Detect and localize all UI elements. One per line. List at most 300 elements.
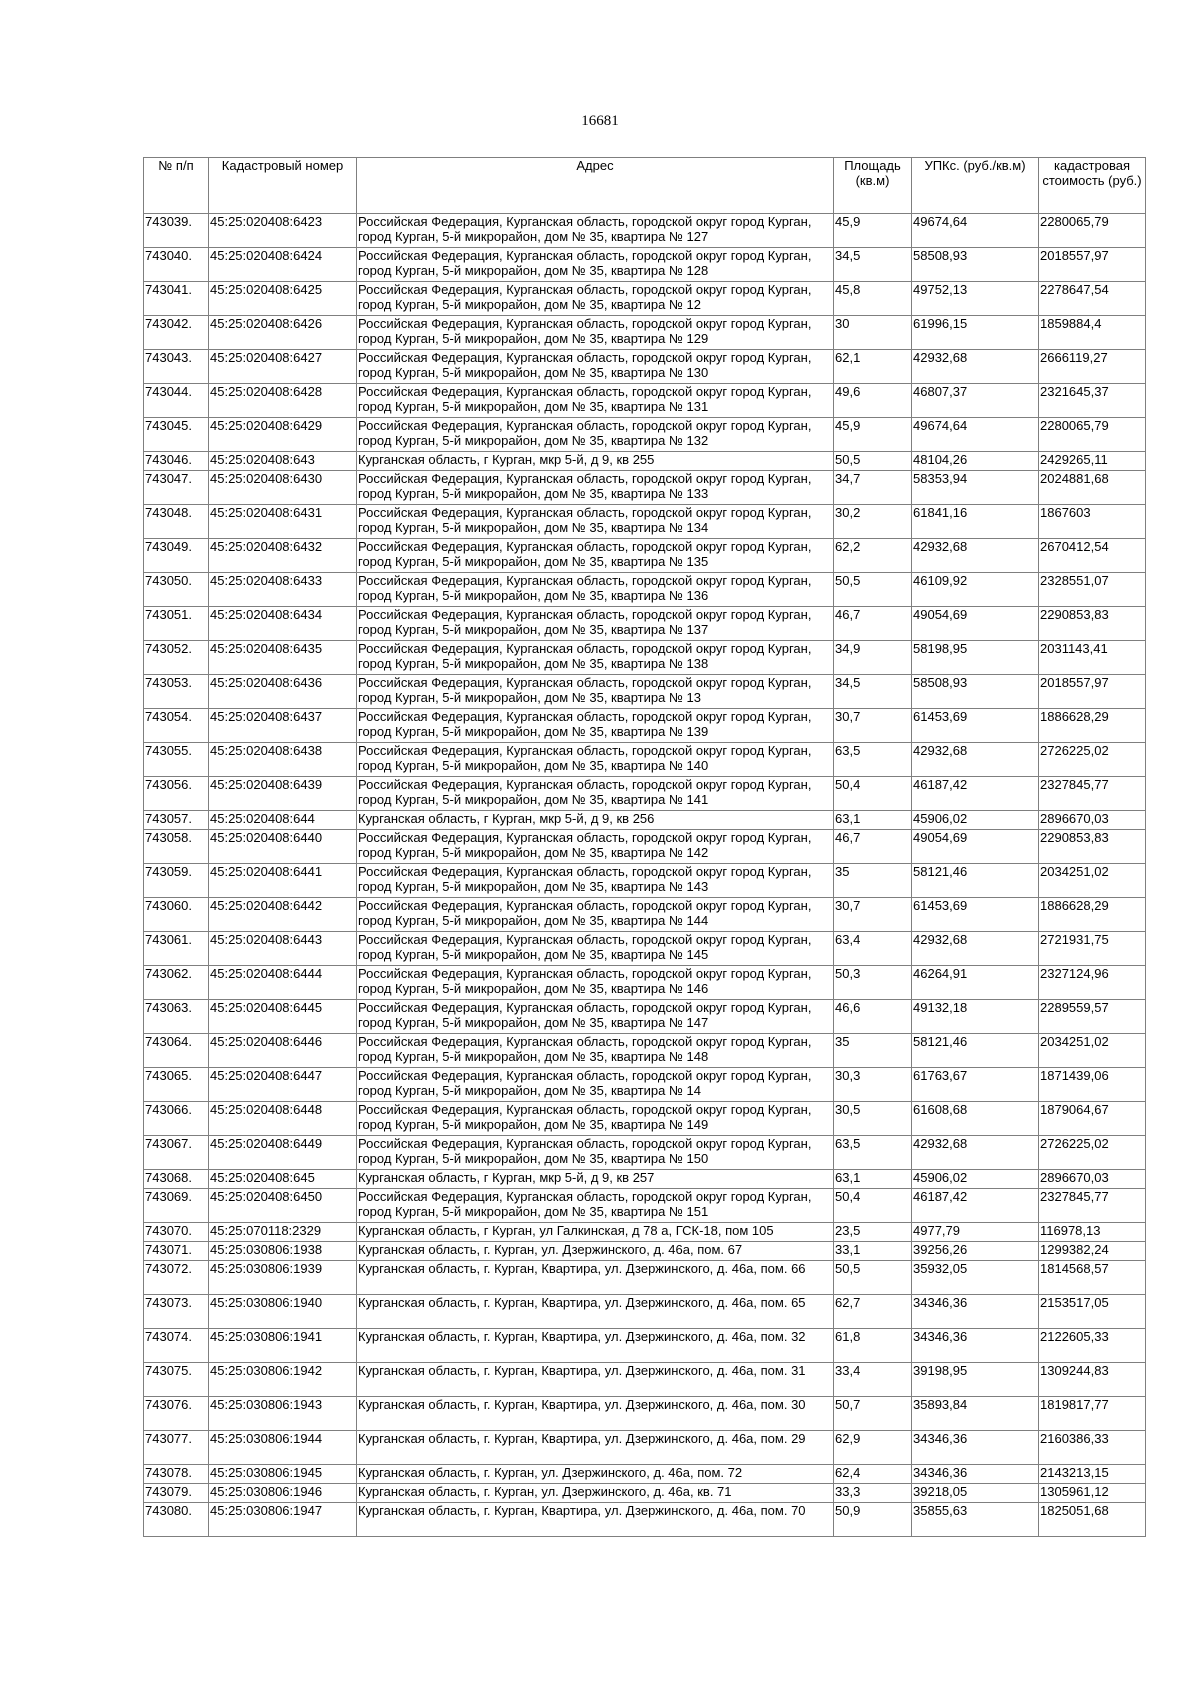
table-row [144, 573, 1146, 607]
table-row [144, 1136, 1146, 1170]
cadastral-table [143, 157, 1146, 1537]
cell-cadastral-cost: 2896670,03 [1039, 1170, 1146, 1189]
cell-cadastral-number: 45:25:020408:6431 [209, 505, 357, 539]
cell-address: Российская Федерация, Курганская область, городской округ город Курган, город Курган, 5-й микрорайон, дом № 35, квартира № 137 [357, 607, 834, 641]
cell-upks: 42932,68 [912, 743, 1039, 777]
cell-cadastral-cost: 2153517,05 [1039, 1295, 1146, 1329]
cell-upks: 49132,18 [912, 1000, 1039, 1034]
cell-cadastral-number: 45:25:020408:644 [209, 811, 357, 830]
cell-cadastral-cost: 2122605,33 [1039, 1329, 1146, 1363]
cell-cadastral-number: 45:25:020408:6429 [209, 418, 357, 452]
cell-area: 50,5 [834, 573, 912, 607]
cell-upks: 49752,13 [912, 282, 1039, 316]
cell-address: Российская Федерация, Курганская область, городской округ город Курган, город Курган, 5-й микрорайон, дом № 35, квартира № 12 [357, 282, 834, 316]
cell-upks: 4977,79 [912, 1223, 1039, 1242]
cell-address: Курганская область, г Курган, мкр 5-й, д 9, кв 256 [357, 811, 834, 830]
cell-cadastral-number: 45:25:020408:643 [209, 452, 357, 471]
cell-address: Российская Федерация, Курганская область, городской округ город Курган, город Курган, 5-й микрорайон, дом № 35, квартира № 127 [357, 214, 834, 248]
cell-cadastral-number: 45:25:020408:6426 [209, 316, 357, 350]
cell-upks: 61453,69 [912, 709, 1039, 743]
cell-row-number: 743062. [144, 966, 209, 1000]
cell-row-number: 743061. [144, 932, 209, 966]
cell-cadastral-cost: 1305961,12 [1039, 1484, 1146, 1503]
cell-area: 63,5 [834, 1136, 912, 1170]
cell-row-number: 743052. [144, 641, 209, 675]
cell-upks: 58353,94 [912, 471, 1039, 505]
cell-upks: 46187,42 [912, 777, 1039, 811]
cell-upks: 42932,68 [912, 932, 1039, 966]
table-row [144, 830, 1146, 864]
cell-cadastral-cost: 2321645,37 [1039, 384, 1146, 418]
cell-cadastral-number: 45:25:030806:1939 [209, 1261, 357, 1295]
cell-address: Курганская область, г. Курган, Квартира, ул. Дзержинского, д. 46а, пом. 65 [357, 1295, 834, 1329]
table-row [144, 1068, 1146, 1102]
page-number: 16681 [581, 113, 619, 129]
cell-row-number: 743074. [144, 1329, 209, 1363]
table-row [144, 932, 1146, 966]
table-row [144, 1295, 1146, 1329]
cell-cadastral-number: 45:25:020408:6437 [209, 709, 357, 743]
table-header [144, 158, 1146, 214]
cell-address: Российская Федерация, Курганская область, городской округ город Курган, город Курган, 5-й микрорайон, дом № 35, квартира № 148 [357, 1034, 834, 1068]
cell-cadastral-cost: 2328551,07 [1039, 573, 1146, 607]
cell-row-number: 743058. [144, 830, 209, 864]
cell-address: Российская Федерация, Курганская область, городской округ город Курган, город Курган, 5-й микрорайон, дом № 35, квартира № 150 [357, 1136, 834, 1170]
cell-cadastral-cost: 2290853,83 [1039, 607, 1146, 641]
cell-address: Российская Федерация, Курганская область, городской округ город Курган, город Курган, 5-й микрорайон, дом № 35, квартира № 143 [357, 864, 834, 898]
cell-cadastral-cost: 2143213,15 [1039, 1465, 1146, 1484]
cell-row-number: 743055. [144, 743, 209, 777]
cell-address: Российская Федерация, Курганская область, городской округ город Курган, город Курган, 5-й микрорайон, дом № 35, квартира № 132 [357, 418, 834, 452]
cell-upks: 46264,91 [912, 966, 1039, 1000]
cell-area: 30 [834, 316, 912, 350]
cell-address: Российская Федерация, Курганская область, городской округ город Курган, город Курган, 5-й микрорайон, дом № 35, квартира № 130 [357, 350, 834, 384]
cell-upks: 39256,26 [912, 1242, 1039, 1261]
cell-cadastral-number: 45:25:020408:6450 [209, 1189, 357, 1223]
cell-row-number: 743059. [144, 864, 209, 898]
cell-cadastral-number: 45:25:020408:6428 [209, 384, 357, 418]
table-row [144, 811, 1146, 830]
cell-cadastral-cost: 1867603 [1039, 505, 1146, 539]
cell-area: 30,7 [834, 709, 912, 743]
table-row [144, 452, 1146, 471]
table-row [144, 1503, 1146, 1537]
cell-row-number: 743070. [144, 1223, 209, 1242]
cell-upks: 34346,36 [912, 1431, 1039, 1465]
cell-area: 34,9 [834, 641, 912, 675]
cell-area: 63,1 [834, 1170, 912, 1189]
cell-upks: 34346,36 [912, 1465, 1039, 1484]
cell-row-number: 743063. [144, 1000, 209, 1034]
cell-upks: 35932,05 [912, 1261, 1039, 1295]
cell-row-number: 743044. [144, 384, 209, 418]
cell-row-number: 743050. [144, 573, 209, 607]
cell-cadastral-cost: 1886628,29 [1039, 709, 1146, 743]
cell-cadastral-cost: 2018557,97 [1039, 675, 1146, 709]
cell-upks: 58198,95 [912, 641, 1039, 675]
cell-area: 30,7 [834, 898, 912, 932]
cell-cadastral-cost: 1309244,83 [1039, 1363, 1146, 1397]
table-row [144, 1329, 1146, 1363]
cell-address: Курганская область, г Курган, ул Галкинская, д 78 а, ГСК-18, пом 105 [357, 1223, 834, 1242]
cell-cadastral-cost: 2327124,96 [1039, 966, 1146, 1000]
cell-upks: 42932,68 [912, 1136, 1039, 1170]
cell-cadastral-number: 45:25:020408:6449 [209, 1136, 357, 1170]
cell-cadastral-number: 45:25:020408:6446 [209, 1034, 357, 1068]
cell-address: Российская Федерация, Курганская область, городской округ город Курган, город Курган, 5-й микрорайон, дом № 35, квартира № 14 [357, 1068, 834, 1102]
cell-row-number: 743040. [144, 248, 209, 282]
cell-cadastral-cost: 2289559,57 [1039, 1000, 1146, 1034]
cell-cadastral-cost: 2024881,68 [1039, 471, 1146, 505]
cell-cadastral-cost: 1819817,77 [1039, 1397, 1146, 1431]
cell-row-number: 743066. [144, 1102, 209, 1136]
cell-area: 50,3 [834, 966, 912, 1000]
cell-cadastral-number: 45:25:020408:6442 [209, 898, 357, 932]
cell-row-number: 743065. [144, 1068, 209, 1102]
cell-area: 35 [834, 1034, 912, 1068]
cell-row-number: 743056. [144, 777, 209, 811]
cell-address: Российская Федерация, Курганская область, городской округ город Курган, город Курган, 5-й микрорайон, дом № 35, квартира № 149 [357, 1102, 834, 1136]
cell-row-number: 743057. [144, 811, 209, 830]
cell-address: Российская Федерация, Курганская область, городской округ город Курган, город Курган, 5-й микрорайон, дом № 35, квартира № 134 [357, 505, 834, 539]
cell-area: 30,3 [834, 1068, 912, 1102]
cell-cadastral-cost: 2666119,27 [1039, 350, 1146, 384]
cell-area: 45,8 [834, 282, 912, 316]
cell-cadastral-cost: 2018557,97 [1039, 248, 1146, 282]
cell-row-number: 743068. [144, 1170, 209, 1189]
cell-upks: 61763,67 [912, 1068, 1039, 1102]
cell-upks: 61453,69 [912, 898, 1039, 932]
cell-cadastral-number: 45:25:020408:6434 [209, 607, 357, 641]
cell-cadastral-cost: 2031143,41 [1039, 641, 1146, 675]
cell-row-number: 743051. [144, 607, 209, 641]
cell-area: 50,4 [834, 1189, 912, 1223]
cell-cadastral-cost: 1859884,4 [1039, 316, 1146, 350]
cell-address: Курганская область, г. Курган, Квартира, ул. Дзержинского, д. 46а, пом. 32 [357, 1329, 834, 1363]
cell-area: 62,9 [834, 1431, 912, 1465]
cell-area: 63,5 [834, 743, 912, 777]
table-row [144, 709, 1146, 743]
table-row [144, 214, 1146, 248]
cell-cadastral-cost: 2290853,83 [1039, 830, 1146, 864]
cell-area: 33,4 [834, 1363, 912, 1397]
cell-cadastral-number: 45:25:030806:1938 [209, 1242, 357, 1261]
cell-row-number: 743049. [144, 539, 209, 573]
cell-cadastral-cost: 116978,13 [1039, 1223, 1146, 1242]
cell-address: Курганская область, г. Курган, Квартира, ул. Дзержинского, д. 46а, пом. 70 [357, 1503, 834, 1537]
cell-cadastral-number: 45:25:020408:6438 [209, 743, 357, 777]
cell-address: Российская Федерация, Курганская область, городской округ город Курган, город Курган, 5-й микрорайон, дом № 35, квартира № 144 [357, 898, 834, 932]
cell-row-number: 743053. [144, 675, 209, 709]
cell-cadastral-number: 45:25:030806:1940 [209, 1295, 357, 1329]
cell-address: Российская Федерация, Курганская область, городской округ город Курган, город Курган, 5-й микрорайон, дом № 35, квартира № 140 [357, 743, 834, 777]
cell-area: 30,5 [834, 1102, 912, 1136]
cell-cadastral-cost: 2429265,11 [1039, 452, 1146, 471]
cell-area: 33,3 [834, 1484, 912, 1503]
cell-cadastral-number: 45:25:020408:6433 [209, 573, 357, 607]
cell-address: Российская Федерация, Курганская область, городской округ город Курган, город Курган, 5-й микрорайон, дом № 35, квартира № 129 [357, 316, 834, 350]
cell-area: 50,4 [834, 777, 912, 811]
cell-row-number: 743046. [144, 452, 209, 471]
table-row [144, 1242, 1146, 1261]
cell-upks: 39218,05 [912, 1484, 1039, 1503]
cell-address: Российская Федерация, Курганская область, городской округ город Курган, город Курган, 5-й микрорайон, дом № 35, квартира № 13 [357, 675, 834, 709]
cell-cadastral-number: 45:25:020408:6430 [209, 471, 357, 505]
cell-row-number: 743080. [144, 1503, 209, 1537]
cell-area: 63,4 [834, 932, 912, 966]
cell-row-number: 743078. [144, 1465, 209, 1484]
cell-cadastral-cost: 2280065,79 [1039, 214, 1146, 248]
cell-upks: 42932,68 [912, 350, 1039, 384]
table-row [144, 864, 1146, 898]
cell-cadastral-number: 45:25:020408:6443 [209, 932, 357, 966]
cell-cadastral-cost: 2034251,02 [1039, 864, 1146, 898]
cell-address: Российская Федерация, Курганская область, городской округ город Курган, город Курган, 5-й микрорайон, дом № 35, квартира № 141 [357, 777, 834, 811]
cell-cadastral-cost: 2896670,03 [1039, 811, 1146, 830]
cell-row-number: 743076. [144, 1397, 209, 1431]
cell-address: Курганская область, г. Курган, Квартира, ул. Дзержинского, д. 46а, пом. 66 [357, 1261, 834, 1295]
cell-cadastral-number: 45:25:020408:6435 [209, 641, 357, 675]
cell-cadastral-cost: 2670412,54 [1039, 539, 1146, 573]
cell-row-number: 743047. [144, 471, 209, 505]
cell-upks: 35893,84 [912, 1397, 1039, 1431]
cell-upks: 39198,95 [912, 1363, 1039, 1397]
cell-cadastral-number: 45:25:020408:6445 [209, 1000, 357, 1034]
table-row [144, 539, 1146, 573]
cell-area: 46,7 [834, 830, 912, 864]
cell-cadastral-number: 45:25:070118:2329 [209, 1223, 357, 1242]
cell-area: 46,7 [834, 607, 912, 641]
cell-row-number: 743072. [144, 1261, 209, 1295]
cell-area: 62,4 [834, 1465, 912, 1484]
cell-cadastral-number: 45:25:020408:645 [209, 1170, 357, 1189]
cell-row-number: 743048. [144, 505, 209, 539]
cell-cadastral-cost: 2160386,33 [1039, 1431, 1146, 1465]
cell-row-number: 743054. [144, 709, 209, 743]
cell-upks: 61841,16 [912, 505, 1039, 539]
table-row [144, 777, 1146, 811]
table-row [144, 1034, 1146, 1068]
cell-upks: 58121,46 [912, 1034, 1039, 1068]
cell-cadastral-cost: 1871439,06 [1039, 1068, 1146, 1102]
cell-cadastral-number: 45:25:030806:1945 [209, 1465, 357, 1484]
cell-address: Российская Федерация, Курганская область, городской округ город Курган, город Курган, 5-й микрорайон, дом № 35, квартира № 136 [357, 573, 834, 607]
table-row [144, 248, 1146, 282]
cell-area: 50,5 [834, 452, 912, 471]
table-row [144, 505, 1146, 539]
cell-row-number: 743039. [144, 214, 209, 248]
cell-cadastral-number: 45:25:030806:1941 [209, 1329, 357, 1363]
cell-upks: 49674,64 [912, 214, 1039, 248]
table-row [144, 1484, 1146, 1503]
table-row [144, 675, 1146, 709]
cell-upks: 35855,63 [912, 1503, 1039, 1537]
cell-area: 50,7 [834, 1397, 912, 1431]
cell-cadastral-number: 45:25:020408:6423 [209, 214, 357, 248]
cell-upks: 45906,02 [912, 811, 1039, 830]
cell-cadastral-number: 45:25:020408:6441 [209, 864, 357, 898]
cell-area: 46,6 [834, 1000, 912, 1034]
cell-address: Российская Федерация, Курганская область, городской округ город Курган, город Курган, 5-й микрорайон, дом № 35, квартира № 147 [357, 1000, 834, 1034]
table-row [144, 1261, 1146, 1295]
table-row [144, 471, 1146, 505]
cell-address: Курганская область, г Курган, мкр 5-й, д 9, кв 257 [357, 1170, 834, 1189]
cell-row-number: 743042. [144, 316, 209, 350]
cell-address: Российская Федерация, Курганская область, городской округ город Курган, город Курган, 5-й микрорайон, дом № 35, квартира № 151 [357, 1189, 834, 1223]
cell-row-number: 743060. [144, 898, 209, 932]
cell-cadastral-cost: 2327845,77 [1039, 777, 1146, 811]
cell-address: Российская Федерация, Курганская область, городской округ город Курган, город Курган, 5-й микрорайон, дом № 35, квартира № 133 [357, 471, 834, 505]
cell-area: 34,5 [834, 248, 912, 282]
cell-cadastral-number: 45:25:030806:1943 [209, 1397, 357, 1431]
cell-cadastral-cost: 1886628,29 [1039, 898, 1146, 932]
cell-row-number: 743079. [144, 1484, 209, 1503]
cell-address: Российская Федерация, Курганская область, городской округ город Курган, город Курган, 5-й микрорайон, дом № 35, квартира № 135 [357, 539, 834, 573]
cell-address: Курганская область, г Курган, мкр 5-й, д 9, кв 255 [357, 452, 834, 471]
cell-cadastral-cost: 1814568,57 [1039, 1261, 1146, 1295]
cell-area: 61,8 [834, 1329, 912, 1363]
cell-cadastral-number: 45:25:020408:6427 [209, 350, 357, 384]
table-row [144, 1431, 1146, 1465]
cell-area: 30,2 [834, 505, 912, 539]
header-upks: УПКс. (руб./кв.м) [912, 158, 1039, 214]
cell-address: Российская Федерация, Курганская область, городской округ город Курган, город Курган, 5-й микрорайон, дом № 35, квартира № 142 [357, 830, 834, 864]
cell-upks: 34346,36 [912, 1329, 1039, 1363]
cell-row-number: 743073. [144, 1295, 209, 1329]
cell-row-number: 743045. [144, 418, 209, 452]
table-row [144, 1170, 1146, 1189]
cell-cadastral-cost: 2721931,75 [1039, 932, 1146, 966]
cell-address: Российская Федерация, Курганская область, городской округ город Курган, город Курган, 5-й микрорайон, дом № 35, квартира № 131 [357, 384, 834, 418]
cell-cadastral-cost: 2034251,02 [1039, 1034, 1146, 1068]
table-row [144, 1397, 1146, 1431]
cell-row-number: 743069. [144, 1189, 209, 1223]
table-row [144, 898, 1146, 932]
cell-cadastral-cost: 1299382,24 [1039, 1242, 1146, 1261]
cell-cadastral-number: 45:25:020408:6424 [209, 248, 357, 282]
cell-area: 33,1 [834, 1242, 912, 1261]
cell-address: Курганская область, г. Курган, ул. Дзержинского, д. 46а, пом. 67 [357, 1242, 834, 1261]
cell-cadastral-number: 45:25:020408:6440 [209, 830, 357, 864]
cell-cadastral-number: 45:25:020408:6436 [209, 675, 357, 709]
cell-cadastral-cost: 1825051,68 [1039, 1503, 1146, 1537]
cell-cadastral-number: 45:25:030806:1944 [209, 1431, 357, 1465]
cell-address: Российская Федерация, Курганская область, городской округ город Курган, город Курган, 5-й микрорайон, дом № 35, квартира № 146 [357, 966, 834, 1000]
table-row [144, 1189, 1146, 1223]
cell-cadastral-number: 45:25:020408:6425 [209, 282, 357, 316]
table-row [144, 966, 1146, 1000]
cell-cadastral-cost: 2726225,02 [1039, 743, 1146, 777]
cell-area: 45,9 [834, 214, 912, 248]
cell-upks: 42932,68 [912, 539, 1039, 573]
cell-cadastral-cost: 2726225,02 [1039, 1136, 1146, 1170]
cell-cadastral-cost: 2278647,54 [1039, 282, 1146, 316]
cell-row-number: 743043. [144, 350, 209, 384]
cell-cadastral-number: 45:25:020408:6448 [209, 1102, 357, 1136]
cell-cadastral-number: 45:25:030806:1947 [209, 1503, 357, 1537]
cell-area: 49,6 [834, 384, 912, 418]
table-row [144, 282, 1146, 316]
table-row [144, 607, 1146, 641]
cell-upks: 49054,69 [912, 607, 1039, 641]
cell-cadastral-cost: 2280065,79 [1039, 418, 1146, 452]
table-row [144, 743, 1146, 777]
cell-cadastral-number: 45:25:020408:6439 [209, 777, 357, 811]
cell-area: 45,9 [834, 418, 912, 452]
cell-upks: 48104,26 [912, 452, 1039, 471]
cell-cadastral-cost: 1879064,67 [1039, 1102, 1146, 1136]
cell-area: 23,5 [834, 1223, 912, 1242]
cell-upks: 58508,93 [912, 675, 1039, 709]
cell-area: 34,5 [834, 675, 912, 709]
table-row [144, 1000, 1146, 1034]
cell-area: 50,9 [834, 1503, 912, 1537]
cell-address: Российская Федерация, Курганская область, городской округ город Курган, город Курган, 5-й микрорайон, дом № 35, квартира № 145 [357, 932, 834, 966]
cell-upks: 61608,68 [912, 1102, 1039, 1136]
cell-address: Курганская область, г. Курган, Квартира, ул. Дзержинского, д. 46а, пом. 29 [357, 1431, 834, 1465]
cell-upks: 58121,46 [912, 864, 1039, 898]
table-row [144, 418, 1146, 452]
cell-area: 63,1 [834, 811, 912, 830]
cell-cadastral-number: 45:25:020408:6447 [209, 1068, 357, 1102]
cell-cadastral-cost: 2327845,77 [1039, 1189, 1146, 1223]
table-row [144, 1102, 1146, 1136]
cell-cadastral-number: 45:25:020408:6432 [209, 539, 357, 573]
cell-upks: 46187,42 [912, 1189, 1039, 1223]
cell-row-number: 743071. [144, 1242, 209, 1261]
cell-address: Курганская область, г. Курган, Квартира, ул. Дзержинского, д. 46а, пом. 31 [357, 1363, 834, 1397]
cell-row-number: 743064. [144, 1034, 209, 1068]
cell-address: Курганская область, г. Курган, ул. Дзержинского, д. 46а, кв. 71 [357, 1484, 834, 1503]
cell-area: 62,1 [834, 350, 912, 384]
table-row [144, 1465, 1146, 1484]
cell-cadastral-number: 45:25:030806:1942 [209, 1363, 357, 1397]
cell-area: 34,7 [834, 471, 912, 505]
header-address: Адрес [357, 158, 834, 214]
table-row [144, 1223, 1146, 1242]
table-body [144, 214, 1146, 1537]
table-row [144, 641, 1146, 675]
cell-row-number: 743067. [144, 1136, 209, 1170]
header-num: № п/п [144, 158, 209, 214]
table-row [144, 316, 1146, 350]
cell-upks: 46807,37 [912, 384, 1039, 418]
cell-address: Российская Федерация, Курганская область, городской округ город Курган, город Курган, 5-й микрорайон, дом № 35, квартира № 128 [357, 248, 834, 282]
header-cadastral-cost: кадастровая стоимость (руб.) [1039, 158, 1146, 214]
cell-upks: 46109,92 [912, 573, 1039, 607]
cell-area: 50,5 [834, 1261, 912, 1295]
table-row [144, 350, 1146, 384]
cell-cadastral-number: 45:25:030806:1946 [209, 1484, 357, 1503]
cell-upks: 34346,36 [912, 1295, 1039, 1329]
cell-upks: 49054,69 [912, 830, 1039, 864]
cell-upks: 61996,15 [912, 316, 1039, 350]
cell-row-number: 743041. [144, 282, 209, 316]
cell-address: Российская Федерация, Курганская область, городской округ город Курган, город Курган, 5-й микрорайон, дом № 35, квартира № 138 [357, 641, 834, 675]
cell-address: Курганская область, г. Курган, ул. Дзержинского, д. 46а, пом. 72 [357, 1465, 834, 1484]
cell-area: 62,2 [834, 539, 912, 573]
cell-row-number: 743075. [144, 1363, 209, 1397]
cell-upks: 58508,93 [912, 248, 1039, 282]
cell-address: Курганская область, г. Курган, Квартира, ул. Дзержинского, д. 46а, пом. 30 [357, 1397, 834, 1431]
table-row [144, 1363, 1146, 1397]
cell-cadastral-number: 45:25:020408:6444 [209, 966, 357, 1000]
table-row [144, 384, 1146, 418]
cell-upks: 49674,64 [912, 418, 1039, 452]
cell-upks: 45906,02 [912, 1170, 1039, 1189]
cell-row-number: 743077. [144, 1431, 209, 1465]
cell-area: 35 [834, 864, 912, 898]
